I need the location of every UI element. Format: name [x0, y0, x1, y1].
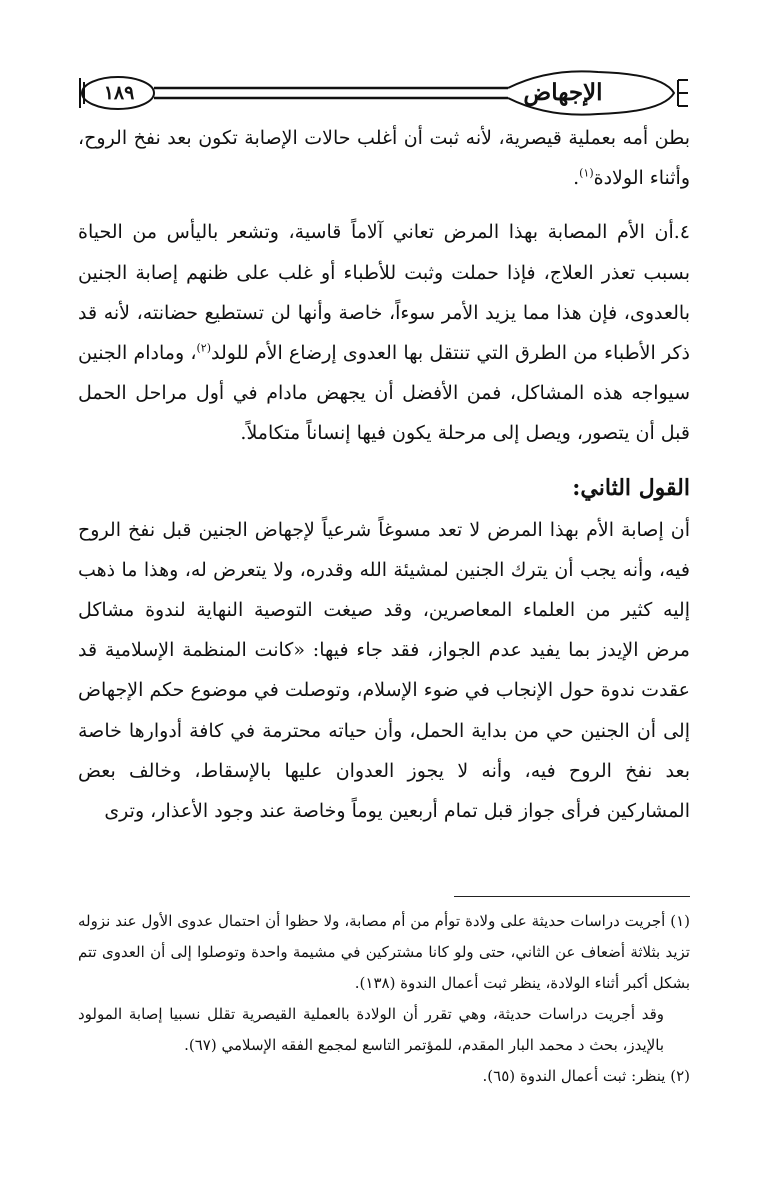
page-number: ١٨٩	[103, 82, 135, 104]
intro-end: .	[573, 167, 580, 190]
intro-text: بطن أمه بعملية قيصرية، لأنه ثبت أن أغلب حالات الإصابة تكون بعد نفخ الروح، وأثناء الولادة	[78, 127, 690, 190]
footnotes	[78, 906, 690, 1092]
footnote-divider	[454, 896, 690, 897]
intro-paragraph	[78, 118, 690, 198]
point-4-text-b: ، ومادام الجنين سيواجه هذه المشاكل، فمن الأفضل أن يجهض مادام في أول مراحل الحمل قبل أن يتصور، ويصل إلى مرحلة يكون فيها إنساناً متكاملاً.	[78, 342, 690, 445]
footnote-1: (١) أجريت دراسات حديثة على ولادة توأم من أم مصابة، ولا حظوا أن احتمال عدوى الأول عند نزوله تزيد بثلاثة أضعاف عن الثاني، حتى ولو كانا مشتركين في مشيمة واحدة وتوصلوا إلى أن العدوى تتم بشكل أكبر أثناء الولادة، ينظر ثبت أعمال الندوة (١٣٨).	[78, 912, 690, 992]
second-opinion-paragraph: أن إصابة الأم بهذا المرض لا تعد مسوغاً شرعياً لإجهاض الجنين قبل نفخ الروح فيه، وأنه يجب أن يترك الجنين لمشيئة الله وقدره، ولا يتعرض له، وهذا ما ذهب إليه كثير من العلماء المعاصرين، وقد صيغت التوصية النهاية لندوة مشاكل مرض الإيدز بما يفيد عدم الجواز، فقد جاء فيها: «كانت المنظمة الإسلامية قد عقدت ندوة حول الإنجاب في ضوء الإسلام، وتوصلت في موضوع حكم الإجهاض إلى أن الجنين حي من بداية الحمل، وأن حياته محترمة في كافة أدوارها خاصة بعد نفخ الروح فيه، وأنه لا يجوز العدوان عليها بالإسقاط، وخالف بعض المشاركين فرأى جواز قبل تمام أربعين يوماً وخاصة عند وجود الأعذار، وترى	[78, 518, 690, 823]
body-text	[78, 118, 690, 831]
point-4-marker: ٤.	[673, 221, 690, 244]
chapter-title: الإجهاض	[523, 79, 603, 106]
point-4-text-a: أن الأم المصابة بهذا المرض تعاني آلاماً قاسية، وتشعر باليأس من الحياة بسبب تعذر العلاج، فإذا حملت وثبت للأطباء أو غلب على ظنهم إصابة الجنين بالعدوى، فإن هذا مما يزيد الأمر سوءاً، خاصة وأنها لن تستطيع حضانته، لأنه قد ذكر الأطباء من الطرق التي تنتقل بها العدوى إرضاع الأم للولد	[78, 221, 690, 365]
footnote-ref-2[interactable]: (٢)	[196, 341, 211, 355]
footnote-2: (٢) ينظر: ثبت أعمال الندوة (٦٥).	[482, 1067, 690, 1085]
footnote-ref-1[interactable]: (١)	[579, 166, 594, 180]
footnote-1-continued: وقد أجريت دراسات حديثة، وهي تقرر أن الولادة بالعملية القيصرية تقلل نسبيا إصابة المولود بالإيدز، بحث د محمد البار المقدم، للمؤتمر التاسع لمجمع الفقه الإسلامي (٦٧).	[78, 1005, 664, 1054]
point-4	[78, 212, 690, 453]
section-heading: القول الثاني:	[572, 474, 690, 501]
